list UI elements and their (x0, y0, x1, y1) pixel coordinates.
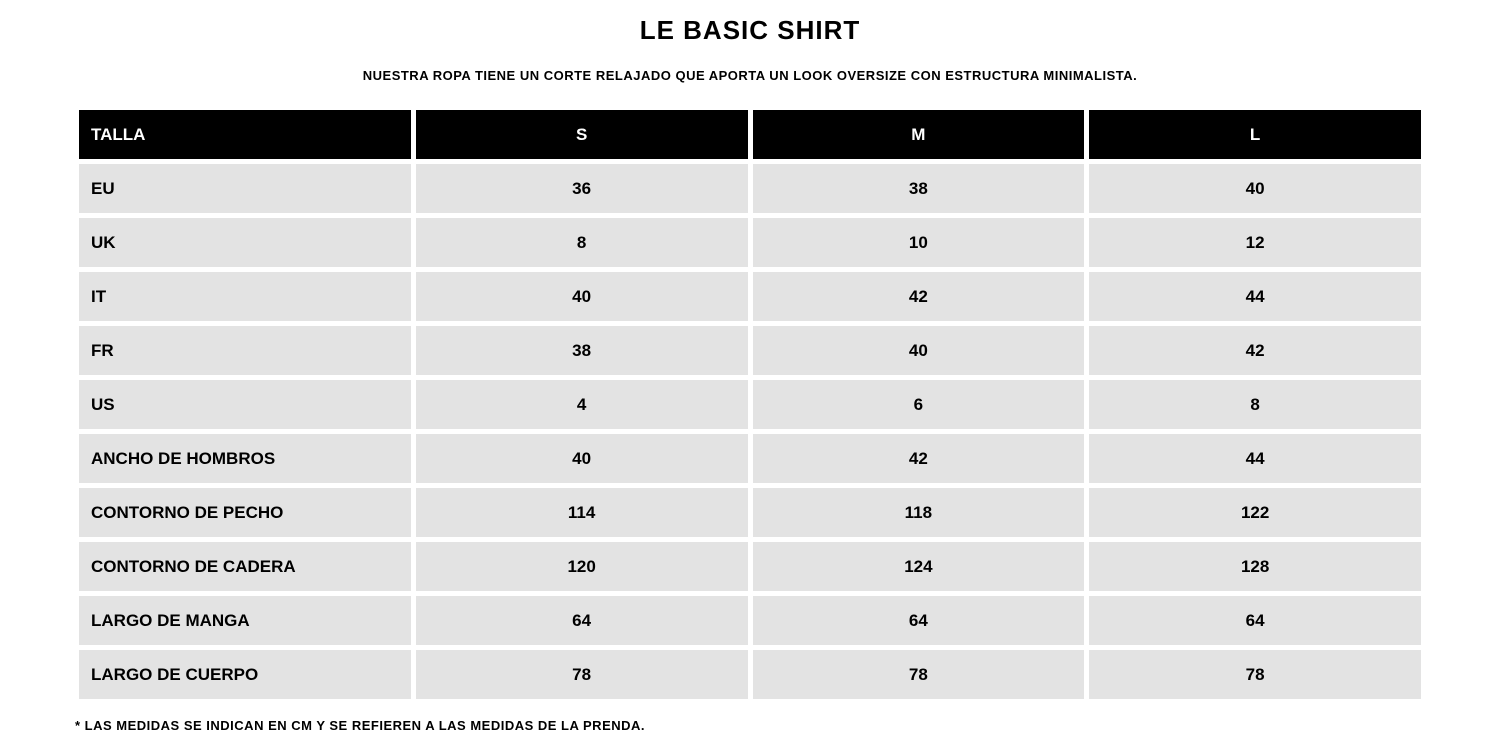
row-label: IT (79, 272, 411, 321)
cell-s: 40 (416, 272, 748, 321)
table-row (79, 326, 1421, 375)
header-cell-s: S (416, 110, 748, 159)
table-row (79, 434, 1421, 483)
header-cell-m: M (753, 110, 1085, 159)
cell-m: 6 (753, 380, 1085, 429)
cell-s: 64 (416, 596, 748, 645)
cell-s: 40 (416, 434, 748, 483)
cell-m: 38 (753, 164, 1085, 213)
table-row (79, 380, 1421, 429)
cell-m: 78 (753, 650, 1085, 699)
cell-l: 122 (1089, 488, 1421, 537)
row-label: EU (79, 164, 411, 213)
cell-l: 128 (1089, 542, 1421, 591)
page-subtitle: NUESTRA ROPA TIENE UN CORTE RELAJADO QUE APORTA UN LOOK OVERSIZE CON ESTRUCTURA MINIMALISTA. (362, 68, 1138, 83)
row-label: FR (79, 326, 411, 375)
cell-l: 12 (1089, 218, 1421, 267)
cell-s: 4 (416, 380, 748, 429)
row-label: LARGO DE MANGA (79, 596, 411, 645)
cell-s: 36 (416, 164, 748, 213)
table-row (79, 164, 1421, 213)
table-row (79, 596, 1421, 645)
size-chart-body (79, 164, 1421, 699)
cell-l: 8 (1089, 380, 1421, 429)
table-row (79, 488, 1421, 537)
cell-m: 42 (753, 272, 1085, 321)
cell-l: 44 (1089, 434, 1421, 483)
cell-l: 78 (1089, 650, 1421, 699)
cell-s: 78 (416, 650, 748, 699)
cell-m: 64 (753, 596, 1085, 645)
cell-m: 42 (753, 434, 1085, 483)
measurement-footnote: * LAS MEDIDAS SE INDICAN EN CM Y SE REFIEREN A LAS MEDIDAS DE LA PRENDA. (75, 718, 646, 733)
header-cell-l: L (1089, 110, 1421, 159)
table-row (79, 542, 1421, 591)
table-row (79, 218, 1421, 267)
cell-s: 114 (416, 488, 748, 537)
row-label: ANCHO DE HOMBROS (79, 434, 411, 483)
header-cell-size: TALLA (79, 110, 411, 159)
cell-l: 42 (1089, 326, 1421, 375)
row-label: CONTORNO DE PECHO (79, 488, 411, 537)
row-label: CONTORNO DE CADERA (79, 542, 411, 591)
table-row (79, 272, 1421, 321)
page-title: LE BASIC SHIRT (639, 15, 861, 45)
row-label: UK (79, 218, 411, 267)
cell-m: 124 (753, 542, 1085, 591)
cell-m: 118 (753, 488, 1085, 537)
cell-l: 44 (1089, 272, 1421, 321)
size-chart-table (74, 105, 1426, 704)
cell-l: 40 (1089, 164, 1421, 213)
cell-s: 38 (416, 326, 748, 375)
cell-m: 10 (753, 218, 1085, 267)
cell-l: 64 (1089, 596, 1421, 645)
cell-m: 40 (753, 326, 1085, 375)
row-label: LARGO DE CUERPO (79, 650, 411, 699)
cell-s: 8 (416, 218, 748, 267)
cell-s: 120 (416, 542, 748, 591)
table-header-row (79, 110, 1421, 159)
row-label: US (79, 380, 411, 429)
size-chart-header (79, 110, 1421, 159)
table-row (79, 650, 1421, 699)
